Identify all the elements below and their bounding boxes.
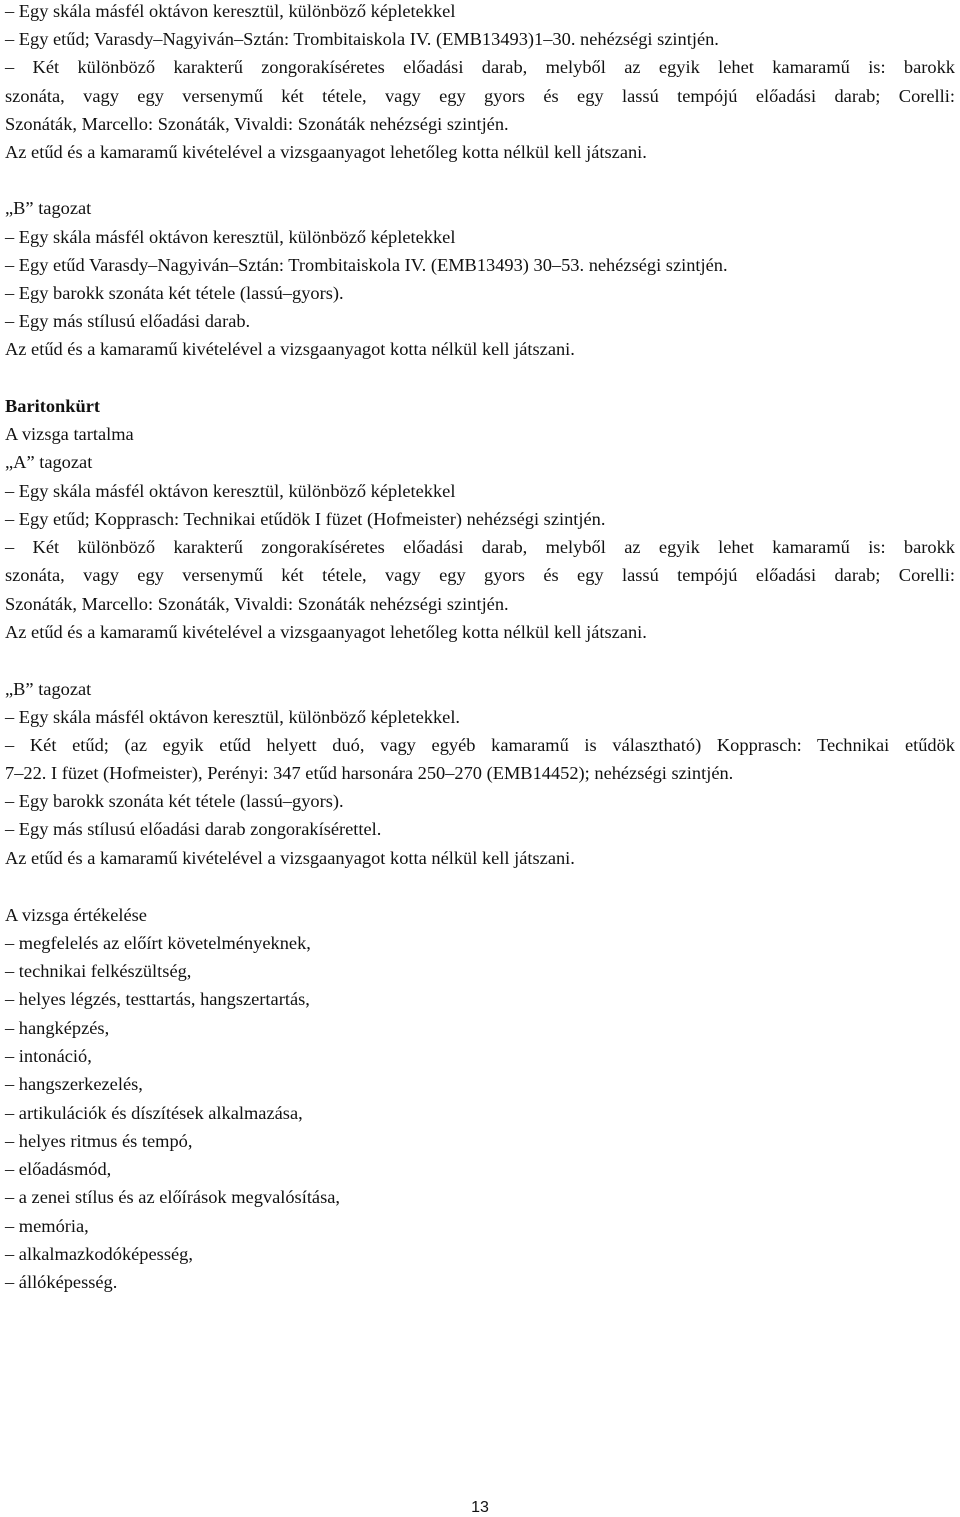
text-line: Az etűd és a kamaramű kivételével a vizsgaanyagot lehetőleg kotta nélkül kell játszani.	[5, 142, 647, 162]
list-item: – helyes ritmus és tempó,	[5, 1131, 193, 1151]
text-line: – Egy skála másfél oktávon keresztül, különböző képletekkel.	[5, 707, 461, 727]
section-heading: A vizsga értékelése	[5, 905, 147, 925]
list-item: – megfelelés az előírt követelményeknek,	[5, 933, 311, 953]
list-item: – helyes légzés, testtartás, hangszertartás,	[5, 989, 310, 1009]
page-number: 13	[471, 1499, 489, 1516]
text-line: – Egy skála másfél oktávon keresztül, különböző képletekkel	[5, 227, 456, 247]
section-heading: „B” tagozat	[5, 198, 92, 218]
text-line: Az etűd és a kamaramű kivételével a vizsgaanyagot kotta nélkül kell játszani.	[5, 848, 575, 868]
text-line: 7–22. I füzet (Hofmeister), Perényi: 347 etűd harsonára 250–270 (EMB14452); nehézségi szintjén.	[5, 763, 734, 783]
list-item: – artikulációk és díszítések alkalmazása,	[5, 1103, 303, 1123]
list-item: – memória,	[5, 1216, 89, 1236]
list-item: – intonáció,	[5, 1046, 92, 1066]
list-item: – előadásmód,	[5, 1159, 112, 1179]
text-line: – Egy skála másfél oktávon keresztül, különböző képletekkel	[5, 1, 456, 21]
list-item: – hangképzés,	[5, 1018, 110, 1038]
text-line: – Egy más stílusú előadási darab.	[5, 311, 251, 331]
list-item: – a zenei stílus és az előírások megvalósítása,	[5, 1187, 341, 1207]
list-item: – technikai felkészültség,	[5, 961, 192, 981]
text-line: – Egy etűd; Kopprasch: Technikai etűdök I füzet (Hofmeister) nehézségi szintjén.	[5, 509, 606, 529]
text-line: szonáta, vagy egy versenymű két tétele, vagy egy gyors és egy lassú tempójú előadási darab; Corelli:	[5, 565, 955, 585]
list-item: – hangszerkezelés,	[5, 1074, 143, 1094]
text-line: – Egy más stílusú előadási darab zongorakísérettel.	[5, 819, 382, 839]
instrument-heading: Baritonkürt	[5, 396, 101, 416]
text-line: – Egy barokk szonáta két tétele (lassú–gyors).	[5, 283, 344, 303]
list-item: – állóképesség.	[5, 1272, 118, 1292]
text-line: – Egy skála másfél oktávon keresztül, különböző képletekkel	[5, 481, 456, 501]
text-line: – Két etűd; (az egyik etűd helyett duó, vagy egyéb kamaramű is választható) Kopprasch: Technikai etűdök	[5, 735, 955, 755]
text-line: szonáta, vagy egy versenymű két tétele, vagy egy gyors és egy lassú tempójú előadási darab; Corelli:	[5, 86, 955, 106]
text-line: A vizsga tartalma	[5, 424, 134, 444]
section-heading: „B” tagozat	[5, 679, 92, 699]
text-line: Szonáták, Marcello: Szonáták, Vivaldi: Szonáták nehézségi szintjén.	[5, 114, 509, 134]
text-line: Az etűd és a kamaramű kivételével a vizsgaanyagot lehetőleg kotta nélkül kell játszani.	[5, 622, 647, 642]
text-line: – Két különböző karakterű zongorakíséretes előadási darab, melyből az egyik lehet kamaramű is: barokk	[5, 537, 955, 557]
text-line: – Két különböző karakterű zongorakíséretes előadási darab, melyből az egyik lehet kamaramű is: barokk	[5, 57, 955, 77]
text-line: – Egy etűd; Varasdy–Nagyiván–Sztán: Trombitaiskola IV. (EMB13493)1–30. nehézségi szintjén.	[5, 29, 719, 49]
text-line: Szonáták, Marcello: Szonáták, Vivaldi: Szonáták nehézségi szintjén.	[5, 594, 509, 614]
text-line: – Egy barokk szonáta két tétele (lassú–gyors).	[5, 791, 344, 811]
section-heading: „A” tagozat	[5, 452, 93, 472]
text-line: Az etűd és a kamaramű kivételével a vizsgaanyagot kotta nélkül kell játszani.	[5, 339, 575, 359]
list-item: – alkalmazkodóképesség,	[5, 1244, 193, 1264]
text-line: – Egy etűd Varasdy–Nagyiván–Sztán: Trombitaiskola IV. (EMB13493) 30–53. nehézségi szintjén.	[5, 255, 728, 275]
